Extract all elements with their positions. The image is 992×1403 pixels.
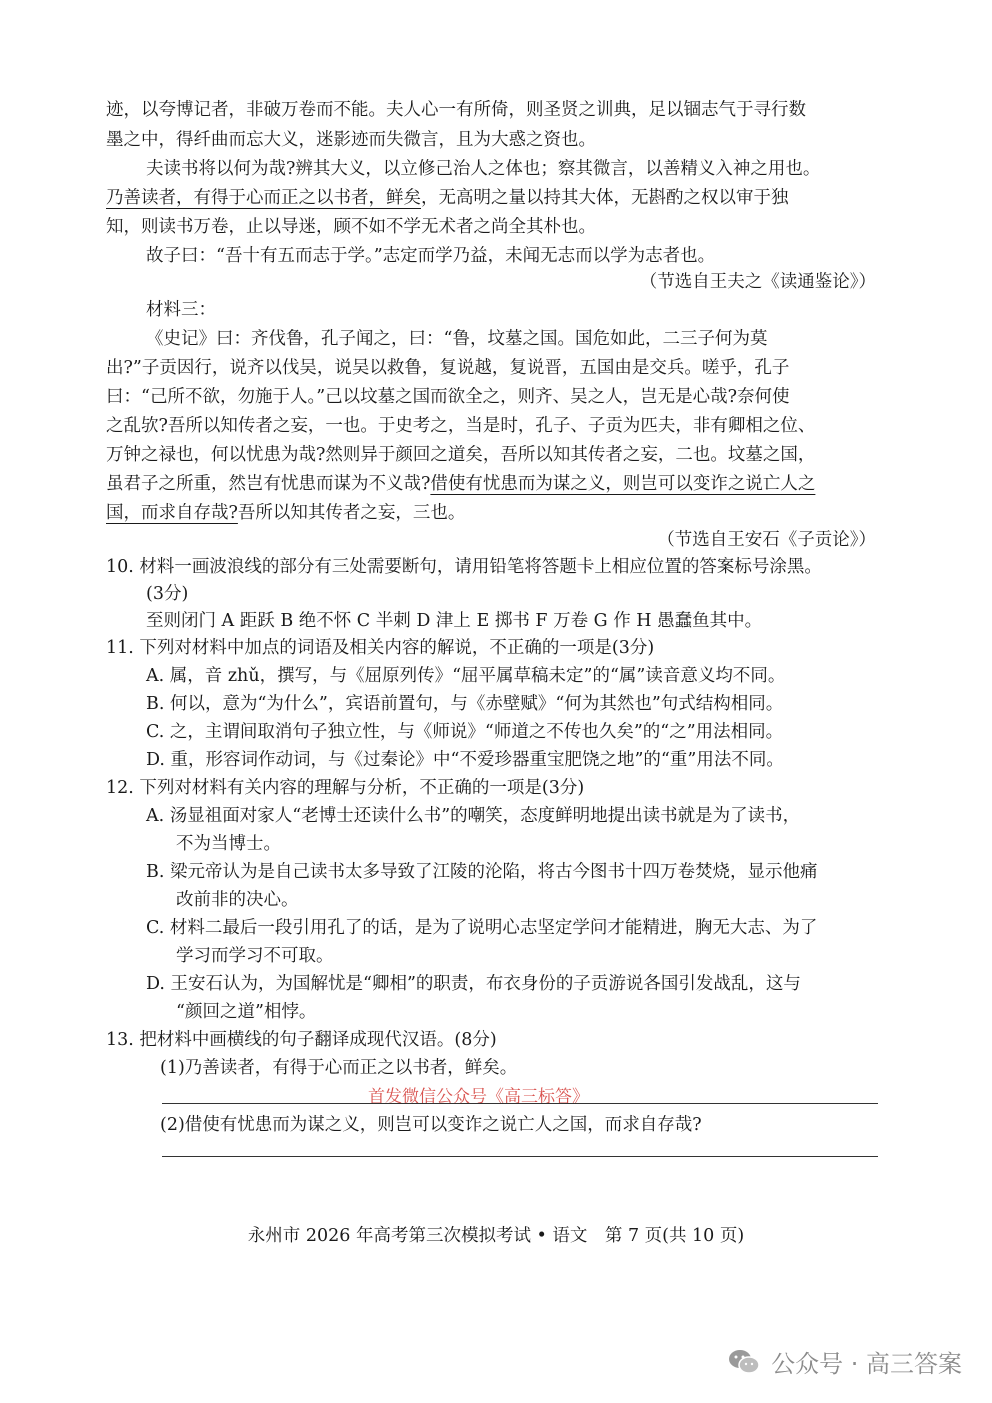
answer-line (162, 1103, 878, 1104)
passage-line (106, 470, 815, 495)
question-10-score: (3分) (146, 584, 189, 604)
passage-line: 知，则读书万卷，止以导迷，顾不如不学无术者之尚全其朴也。 (106, 217, 596, 237)
passage-line: 万钟之禄也，何以忧患为哉?然则异于颜回之道矣，吾所以知其传者之妄，二也。坟墓之国， (106, 445, 816, 465)
question-12-option-b-cont: 改前非的决心。 (176, 890, 299, 910)
question-12-option-b: B. 梁元帝认为是自己读书太多导致了江陵的沦陷，将古今图书十四万卷焚烧，显示他痛 (146, 862, 818, 882)
passage-source: （节选自王安石《子贡论》） (657, 530, 876, 550)
wechat-account-label: 公众号 · 高三答案 (771, 1350, 962, 1378)
question-12-option-d-cont: “颜回之道”相悖。 (176, 1002, 317, 1022)
underlined-sentence: 借使有忧患而为谋之义，则岂可以变诈之说亡人之 (430, 474, 816, 494)
passage-line (106, 184, 789, 209)
passage-line (106, 499, 465, 524)
question-13-sentence-1: (1)乃善读者，有得于心而正之以书者，鲜矣。 (160, 1058, 518, 1078)
passage-text: 虽君子之所重，然岂有忧患而谋为不义哉? (106, 474, 431, 494)
answer-line (162, 1156, 878, 1157)
watermark-text: 首发微信公众号《高三标答》 (368, 1087, 589, 1107)
question-11-option-a: A. 属，音 zhǔ，撰写，与《屈原列传》“屈平属草稿未定”的“属”读音意义均不同。 (146, 666, 786, 686)
passage-line: 迹，以夸博记者，非破万卷而不能。夫人心一有所倚，则圣贤之训典，足以锢志气于寻行数 (106, 100, 806, 120)
question-12-option-a-cont: 不为当博士。 (176, 834, 281, 854)
underlined-sentence: 国，而求自存哉? (106, 503, 238, 523)
question-11-option-b: B. 何以，意为“为什么”，宾语前置句，与《赤壁赋》“何为其然也”句式结构相同。 (146, 694, 784, 714)
question-12-stem: 12. 下列对材料有关内容的理解与分析，不正确的一项是(3分) (106, 778, 585, 798)
question-13-sentence-2: (2)借使有忧患而为谋之义，则岂可以变诈之说亡人之国，而求自存哉? (160, 1115, 702, 1135)
passage-source: （节选自王夫之《读通鉴论》） (639, 272, 876, 292)
question-12-option-c: C. 材料二最后一段引用孔了的话，是为了说明心志坚定学问才能精进，胸无大志、为了 (146, 918, 818, 938)
page-footer: 永州市 2026 年高考第三次模拟考试 • 语文 第 7 页(共 10 页) (247, 1226, 745, 1246)
question-11-option-c: C. 之，主谓间取消句子独立性，与《师说》“师道之不传也久矣”的“之”用法相同。 (146, 722, 784, 742)
question-12-option-a: A. 汤显祖面对家人“老博士还读什么书”的嘲笑，态度鲜明地提出读书就是为了读书， (146, 806, 801, 826)
passage-line: 故子曰：“吾十有五而志于学。”志定而学乃益，未闻无志而以学为志者也。 (146, 246, 716, 266)
passage-line: 《史记》曰：齐伐鲁，孔子闻之，曰：“鲁，坟墓之国。国危如此，二三子何为莫 (146, 329, 768, 349)
passage-line: 夫读书将以何为哉?辨其大义，以立修己治人之体也；察其微言，以善精义入神之用也。 (146, 159, 821, 179)
passage-text: ，无高明之量以持其大体，无斟酌之权以审于独 (421, 188, 789, 208)
question-11-option-d: D. 重，形容词作动词，与《过秦论》中“不爱珍器重宝肥饶之地”的“重”用法不同。 (146, 750, 784, 770)
passage-line: 曰：“己所不欲，勿施于人。”己以坟墓之国而欲全之，则齐、吴之人，岂无是心哉?奈何使 (106, 387, 790, 407)
passage-line: 墨之中，得纤曲而忘大义，迷影迹而失微言，且为大惑之资也。 (106, 130, 596, 150)
question-13-stem: 13. 把材料中画横线的句子翻译成现代汉语。(8分) (106, 1030, 497, 1050)
wechat-icon (727, 1347, 761, 1377)
material-heading: 材料三： (146, 300, 216, 320)
question-10-text: 至则闭门 A 距跃 B 绝不怀 C 半刺 D 津上 E 掷书 F 万卷 G 作 H 愚蠢鱼其中。 (146, 611, 763, 631)
wechat-watermark (727, 1344, 962, 1379)
question-12-option-c-cont: 学习而学习不可取。 (176, 946, 334, 966)
question-10-stem: 10. 材料一画波浪线的部分有三处需要断句，请用铅笔将答题卡上相应位置的答案标号涂黑。 (106, 557, 822, 577)
question-12-option-d: D. 王安石认为，为国解忧是“卿相”的职责，布衣身份的子贡游说各国引发战乱，这与 (146, 974, 801, 994)
passage-line: 出?”子贡因行，说齐以伐吴，说吴以救鲁，复说越，复说晋，五国由是交兵。嗟乎，孔子 (106, 358, 790, 378)
question-11-stem: 11. 下列对材料中加点的词语及相关内容的解说，不正确的一项是(3分) (106, 638, 655, 658)
passage-line: 之乱欤?吾所以知传者之妄，一也。于史考之，当是时，孔子、子贡为匹夫，非有卿相之位、 (106, 416, 816, 436)
underlined-sentence: 乃善读者，有得于心而正之以书者，鲜矣 (106, 188, 421, 208)
passage-text: 吾所以知其传者之妄，三也。 (237, 503, 466, 523)
